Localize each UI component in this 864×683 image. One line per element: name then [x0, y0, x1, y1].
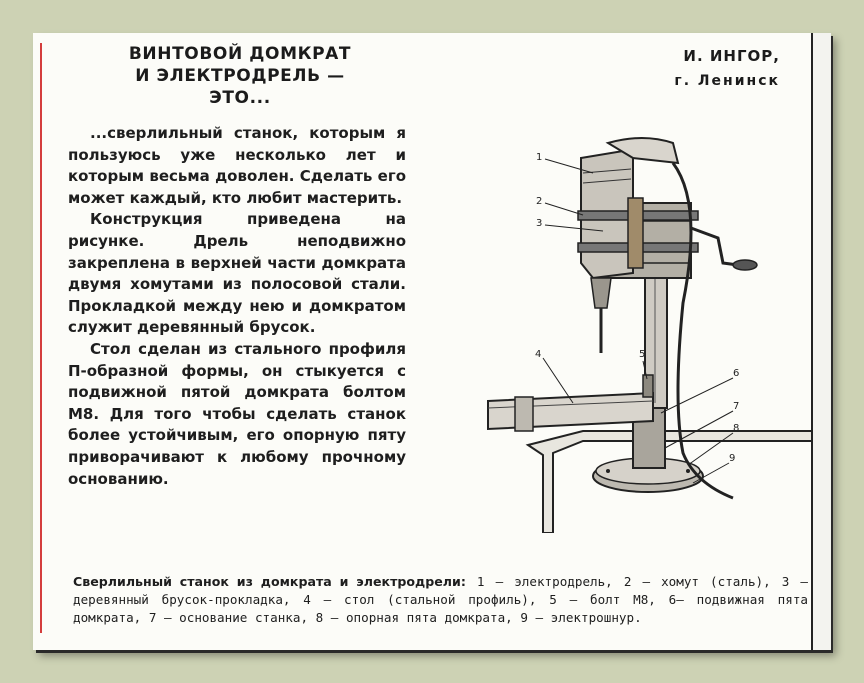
figure-label: 9: [729, 453, 736, 464]
figure-label: 3: [536, 218, 543, 229]
figure-label: 4: [535, 349, 542, 360]
figure-label: 2: [536, 196, 543, 207]
caption-lead: Сверлильный станок из домкрата и электродрели:: [73, 574, 466, 589]
figure-label: 5: [639, 349, 646, 360]
figure-label: 6: [733, 368, 740, 379]
figure-label: 7: [733, 401, 740, 412]
article-title: ВИНТОВОЙ ДОМКРАТ И ЭЛЕКТРОДРЕЛЬ — ЭТО...: [128, 44, 352, 108]
article-paragraph: Стол сделан из стального профиля П-образной формы, он стыкуется с подвижной пятой домкрата болтом М8. Для того чтобы сделать станок более устойчивым, его опорную пяту приворачивают к любому прочному основанию.: [68, 339, 406, 488]
drill-press-illustration: [433, 103, 813, 533]
figure-caption: [73, 573, 808, 627]
magazine-page: [33, 33, 830, 650]
caption-text: 1 — электродрель, 2 — хомут (сталь), 3 — деревянный брусок-прокладка, 4 — стол (стальной профиль), 5 — болт М8, 6— подвижная пята домкрата, 7 — основание станка, 8 — опорная пята домкрата, 9 — электрошнур.: [73, 574, 808, 625]
margin-red-line: [40, 43, 42, 633]
article-city: г. Ленинск: [674, 73, 780, 89]
page-edge-strip: [811, 33, 831, 650]
figure-label: 8: [733, 423, 740, 434]
article-paragraph: Конструкция приведена на рисунке. Дрель неподвижно закреплена в верхней части домкрата двумя хомутами из полосовой стали. Прокладкой между нею и домкратом служит деревянный брусок.: [68, 210, 406, 337]
article-paragraph: ...сверлильный станок, которым я пользуюсь уже несколько лет и которым весьма доволен. Сделать его может каждый, кто любит мастерить.: [68, 124, 406, 207]
article-author: И. ИНГОР,: [683, 47, 780, 65]
figure-label: 1: [536, 152, 543, 163]
article-body: [68, 123, 406, 490]
